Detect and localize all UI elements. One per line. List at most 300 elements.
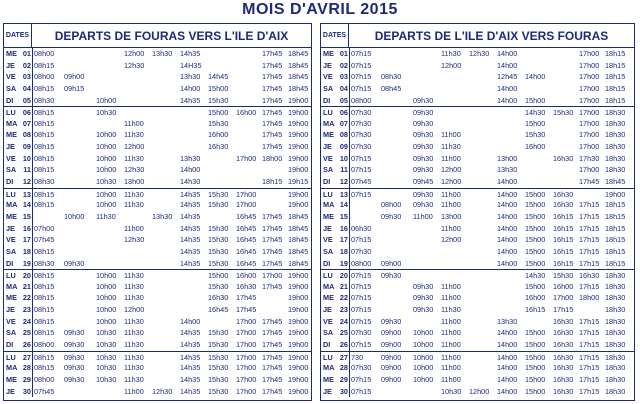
row-day: SA (323, 328, 334, 338)
departure-time: 18h30 (605, 281, 626, 291)
row-date: 09 (339, 142, 348, 152)
table-row (321, 211, 634, 223)
row-date: 29 (339, 374, 348, 384)
table-row (4, 60, 311, 72)
row-date: 13 (339, 189, 348, 199)
departure-time: 17h15 (579, 281, 600, 291)
departure-time: 14h00 (497, 235, 518, 245)
departure-time: 16h15 (553, 223, 574, 233)
table-row (4, 211, 311, 223)
departure-time: 14h00 (525, 72, 546, 82)
departure-time: 07h45 (34, 235, 55, 245)
row-date: 07 (339, 118, 348, 128)
departure-time: 07h30 (351, 142, 372, 152)
departure-time: 17h45 (262, 363, 283, 373)
departure-time: 14h35 (180, 328, 201, 338)
departure-time: 07h15 (351, 340, 372, 350)
row-date: 20 (339, 271, 348, 281)
row-date: 27 (339, 352, 348, 362)
departure-time: 08h15 (34, 130, 55, 140)
departure-time: 13h00 (124, 177, 145, 187)
departure-time: 09h30 (413, 281, 434, 291)
departure-time: 16h00 (525, 142, 546, 152)
departure-time: 15h30 (525, 130, 546, 140)
departure-time: 08h15 (34, 189, 55, 199)
departure-time: 17h15 (579, 316, 600, 326)
table-row (321, 269, 634, 281)
departure-time: 14h00 (497, 386, 518, 396)
departure-time: 14h35 (180, 235, 201, 245)
table-row (4, 48, 311, 60)
row-times (34, 223, 309, 235)
departure-time: 11h30 (124, 271, 144, 281)
departure-time: 16h30 (236, 281, 257, 291)
departure-time: 17h45 (579, 177, 600, 187)
departure-time: 11h30 (124, 293, 144, 303)
column-divider (349, 292, 350, 304)
row-date: 24 (22, 316, 31, 326)
departure-time: 15h00 (525, 352, 546, 362)
departure-time: 19h00 (288, 189, 309, 199)
departure-time: 11h00 (441, 316, 461, 326)
departure-time: 07h15 (351, 165, 372, 175)
table-row (4, 188, 311, 200)
row-day: VE (323, 316, 333, 326)
departure-time: 14h35 (180, 340, 201, 350)
table-row (4, 141, 311, 153)
table-row (321, 71, 634, 83)
departure-time: 19h00 (288, 386, 309, 396)
dates-column-header: DATES (321, 24, 349, 47)
departure-time: 18h45 (288, 60, 309, 70)
departure-time: 16h45 (236, 246, 257, 256)
row-times (351, 153, 632, 165)
departure-time: 14h00 (497, 258, 518, 268)
departure-time: 13h30 (152, 49, 173, 58)
row-day: JE (6, 60, 15, 70)
departure-time: 16h00 (553, 281, 574, 291)
row-times (351, 246, 632, 258)
departure-time: 07h15 (351, 189, 372, 199)
departure-time: 12h30 (152, 386, 173, 396)
row-times (34, 352, 309, 363)
departure-time: 17h45 (262, 235, 283, 245)
departure-time: 09h00 (381, 258, 402, 268)
departure-time: 12h30 (469, 49, 490, 58)
column-divider (32, 164, 33, 176)
departure-time: 12h00 (441, 60, 462, 70)
table-row (4, 304, 311, 316)
row-times (34, 316, 309, 328)
table-row (4, 129, 311, 141)
table-row (321, 48, 634, 60)
departure-time: 18h15 (605, 211, 626, 221)
departure-time: 11h30 (124, 200, 144, 210)
departure-time: 14h35 (180, 352, 201, 362)
departure-time: 11h00 (124, 386, 144, 396)
departure-time: 19h00 (288, 340, 309, 350)
table-row (321, 95, 634, 107)
departure-time: 17h00 (579, 72, 600, 82)
departure-time: 07h15 (351, 235, 372, 245)
departure-time: 13h30 (497, 165, 518, 175)
table-row (4, 362, 311, 374)
row-date: 02 (22, 60, 31, 70)
column-divider (32, 292, 33, 304)
column-divider (32, 270, 33, 281)
departure-time: 19h00 (288, 95, 309, 105)
row-times (351, 362, 632, 374)
row-times (351, 176, 632, 188)
departure-time: 17h15 (579, 258, 600, 268)
aix-to-fouras-table (320, 23, 635, 401)
column-divider (349, 246, 350, 258)
departure-time: 16h00 (236, 271, 257, 281)
departure-time: 17h45 (262, 72, 283, 82)
row-times (34, 304, 309, 316)
departure-time: 11h00 (441, 189, 461, 199)
column-divider (349, 199, 350, 211)
departure-time: 11h30 (96, 211, 116, 221)
departure-time: 17h45 (262, 108, 283, 118)
row-date: 15 (22, 211, 31, 221)
departure-time: 18h15 (605, 95, 626, 105)
departure-time: 14h00 (497, 363, 518, 373)
row-date: 12 (339, 177, 348, 187)
row-day: VE (6, 153, 16, 163)
table-row (321, 246, 634, 258)
row-times (351, 292, 632, 304)
departure-time: 19h00 (288, 352, 309, 362)
departure-time: 15h30 (208, 352, 229, 362)
row-date: 02 (339, 60, 348, 70)
departure-time: 16h00 (208, 130, 229, 140)
row-day: DI (323, 177, 331, 187)
table-row (321, 164, 634, 176)
departure-time: 13h30 (497, 316, 518, 326)
column-divider (349, 176, 350, 188)
table-row (321, 374, 634, 386)
column-divider (349, 129, 350, 141)
departure-time: 12h00 (441, 165, 462, 175)
row-times (34, 153, 309, 165)
departure-time: 19h00 (288, 281, 309, 291)
row-date: 17 (339, 235, 348, 245)
row-day: JE (323, 142, 332, 152)
departure-time: 18h00 (262, 153, 283, 163)
departure-time: 08h00 (351, 258, 372, 268)
departure-time: 15h30 (208, 235, 229, 245)
departure-time: 07h15 (351, 153, 372, 163)
departure-time: 17h00 (236, 316, 257, 326)
departure-time: 07h15 (351, 60, 372, 70)
departure-time: 10h00 (96, 305, 117, 315)
departure-time: 12h00 (124, 49, 145, 58)
table-row (4, 164, 311, 176)
departure-time: 14h35 (180, 49, 201, 58)
departure-time: 17h00 (236, 189, 257, 199)
column-divider (32, 258, 33, 270)
row-times (351, 118, 632, 130)
departure-time: 11h30 (441, 305, 461, 315)
row-day: DI (6, 95, 14, 105)
column-divider (32, 60, 33, 72)
row-times (34, 339, 309, 351)
row-date: 13 (22, 189, 31, 199)
departure-time: 08h15 (34, 305, 55, 315)
departure-time: 14h00 (180, 165, 201, 175)
departure-time: 18h45 (288, 235, 309, 245)
row-times (34, 176, 309, 188)
table-row (4, 374, 311, 386)
departure-time: 07h15 (351, 271, 372, 281)
departure-time: 09h45 (413, 177, 434, 187)
row-date: 14 (22, 200, 31, 210)
departure-time: 10h00 (413, 340, 434, 350)
row-times (351, 327, 632, 339)
departure-time: 17h15 (579, 352, 600, 362)
departure-time: 10h30 (96, 328, 117, 338)
column-divider (32, 95, 33, 107)
departure-time: 15h30 (553, 108, 574, 118)
departure-time: 10h00 (413, 352, 434, 362)
departure-time: 17h00 (236, 386, 257, 396)
row-day: DI (323, 95, 331, 105)
row-day: LU (323, 108, 333, 118)
column-divider (349, 327, 350, 339)
departure-time: 15h30 (208, 363, 229, 373)
departure-time: 17h45 (262, 246, 283, 256)
departure-time: 14h35 (180, 223, 201, 233)
departure-time: 16h30 (579, 271, 600, 281)
departure-time: 16h30 (553, 363, 574, 373)
row-day: DI (323, 258, 331, 268)
departure-time: 15h00 (525, 281, 546, 291)
row-day: LU (6, 352, 16, 362)
departure-time: 07h45 (34, 386, 55, 396)
departure-time: 10h30 (96, 177, 117, 187)
column-divider (32, 48, 33, 60)
departure-time: 12h00 (469, 386, 490, 396)
departure-time: 11h30 (441, 142, 461, 152)
row-day: ME (323, 49, 334, 58)
departure-time: 12h00 (124, 305, 145, 315)
table-body (4, 48, 311, 397)
row-times (351, 339, 632, 351)
row-day: LU (323, 189, 333, 199)
table-row (4, 327, 311, 339)
departure-time: 11h00 (441, 153, 461, 163)
row-date: 26 (22, 340, 31, 350)
departure-time: 17h15 (579, 200, 600, 210)
row-day: ME (6, 130, 17, 140)
row-date: 03 (339, 72, 348, 82)
departure-time: 14h35 (180, 95, 201, 105)
row-times (34, 362, 309, 374)
row-times (34, 234, 309, 246)
table-row (4, 223, 311, 235)
departure-time: 16h15 (553, 211, 574, 221)
departure-time: 07h30 (351, 363, 372, 373)
departure-time: 14h35 (180, 386, 201, 396)
departure-time: 10h00 (96, 142, 117, 152)
row-date: 01 (22, 49, 31, 58)
departure-time: 09h30 (381, 211, 402, 221)
row-day: SA (6, 83, 17, 93)
departure-time: 11h00 (441, 352, 461, 362)
row-date: 07 (22, 118, 31, 128)
departure-time: 08h15 (34, 271, 55, 281)
departure-time: 19h00 (288, 293, 309, 303)
departure-time: 11h30 (124, 374, 144, 384)
departure-time: 730 (351, 352, 364, 362)
column-divider (349, 71, 350, 83)
departure-time: 08h15 (34, 363, 55, 373)
row-times (34, 164, 309, 176)
departure-time: 14h00 (497, 246, 518, 256)
row-day: VE (6, 316, 16, 326)
departure-time: 11h30 (124, 340, 144, 350)
departure-time: 11h30 (124, 352, 144, 362)
departure-time: 18h45 (288, 49, 309, 58)
departure-time: 09h30 (413, 108, 434, 118)
row-times (351, 164, 632, 176)
departure-time: 17h45 (262, 142, 283, 152)
row-day: JE (323, 223, 332, 233)
column-divider (349, 270, 350, 281)
departure-time: 08h15 (34, 352, 55, 362)
departure-time: 18h30 (605, 328, 626, 338)
row-times (351, 141, 632, 153)
departure-time: 12h00 (441, 177, 462, 187)
row-date: 14 (339, 200, 348, 210)
table-row (321, 141, 634, 153)
departure-time: 17h15 (579, 235, 600, 245)
departure-time: 16h15 (553, 235, 574, 245)
departure-time: 17h00 (236, 153, 257, 163)
departure-time: 09h15 (64, 83, 85, 93)
departure-time: 14h35 (180, 363, 201, 373)
departure-time: 09h30 (413, 189, 434, 199)
column-divider (32, 386, 33, 398)
departure-time: 15h00 (525, 258, 546, 268)
row-day: LU (323, 352, 333, 362)
departure-time: 09h00 (381, 328, 402, 338)
departure-time: 16h00 (236, 108, 257, 118)
column-divider (32, 316, 33, 328)
departure-time: 15h30 (208, 95, 229, 105)
row-day: JE (6, 386, 15, 396)
departure-time: 07h15 (351, 374, 372, 384)
departure-time: 18h30 (605, 352, 626, 362)
departure-time: 12h00 (441, 235, 462, 245)
row-times (351, 270, 632, 281)
departure-time: 17h00 (579, 118, 600, 128)
departure-time: 09h30 (64, 328, 85, 338)
departure-time: 18h30 (605, 340, 626, 350)
departure-time: 15h30 (208, 386, 229, 396)
row-date: 28 (22, 363, 31, 373)
row-times (34, 141, 309, 153)
departure-time: 08h15 (34, 165, 55, 175)
row-date: 11 (340, 165, 348, 175)
departure-time: 17h15 (579, 386, 600, 396)
row-day: SA (323, 83, 334, 93)
row-day: LU (323, 271, 333, 281)
departure-time: 08h00 (34, 374, 55, 384)
departure-time: 10h30 (441, 386, 462, 396)
departure-time: 16h30 (553, 374, 574, 384)
row-date: 03 (22, 72, 31, 82)
row-date: 04 (339, 83, 348, 93)
table-row (321, 304, 634, 316)
row-date: 18 (339, 246, 348, 256)
table-row (4, 246, 311, 258)
departure-time: 08h15 (34, 83, 55, 93)
row-date: 01 (339, 49, 348, 58)
row-times (34, 118, 309, 130)
departure-time: 14h35 (180, 211, 201, 221)
row-day: JE (323, 305, 332, 315)
row-day: VE (323, 153, 333, 163)
departure-time: 08h00 (351, 95, 372, 105)
row-day: VE (6, 235, 16, 245)
row-date: 11 (23, 165, 31, 175)
table-header (321, 24, 634, 48)
departure-time: 12h30 (124, 235, 145, 245)
column-divider (32, 281, 33, 293)
departure-time: 13h00 (497, 153, 518, 163)
departure-time: 18h30 (605, 153, 626, 163)
departure-time: 08h15 (34, 293, 55, 303)
row-day: JE (323, 60, 332, 70)
column-divider (349, 362, 350, 374)
row-date: 27 (22, 352, 31, 362)
row-date: 30 (339, 386, 348, 396)
row-date: 17 (22, 235, 31, 245)
departure-time: 10h00 (96, 200, 117, 210)
row-day: DI (6, 340, 14, 350)
row-times (351, 316, 632, 328)
row-date: 08 (22, 130, 31, 140)
departure-time: 18h45 (288, 72, 309, 82)
column-divider (349, 153, 350, 165)
departure-time: 11h30 (124, 363, 144, 373)
departure-time: 19h00 (288, 118, 309, 128)
departure-time: 17h00 (236, 352, 257, 362)
table-row (4, 234, 311, 246)
row-day: JE (6, 142, 15, 152)
departure-time: 14H35 (180, 60, 202, 70)
table-row (321, 327, 634, 339)
departure-time: 11h00 (441, 130, 461, 140)
departure-time: 17h00 (236, 200, 257, 210)
row-date: 05 (22, 95, 31, 105)
row-date: 25 (22, 328, 31, 338)
departure-time: 10h00 (96, 281, 117, 291)
departure-time: 19h00 (288, 130, 309, 140)
departure-time: 07h15 (351, 72, 372, 82)
table-row (321, 176, 634, 188)
column-divider (32, 234, 33, 246)
table-row (321, 106, 634, 118)
departure-time: 10h00 (96, 293, 117, 303)
departure-time: 18h15 (605, 246, 626, 256)
departure-time: 12h30 (124, 60, 145, 70)
departure-time: 08h00 (34, 49, 55, 58)
table-row (4, 176, 311, 188)
departure-time: 13h00 (441, 211, 462, 221)
